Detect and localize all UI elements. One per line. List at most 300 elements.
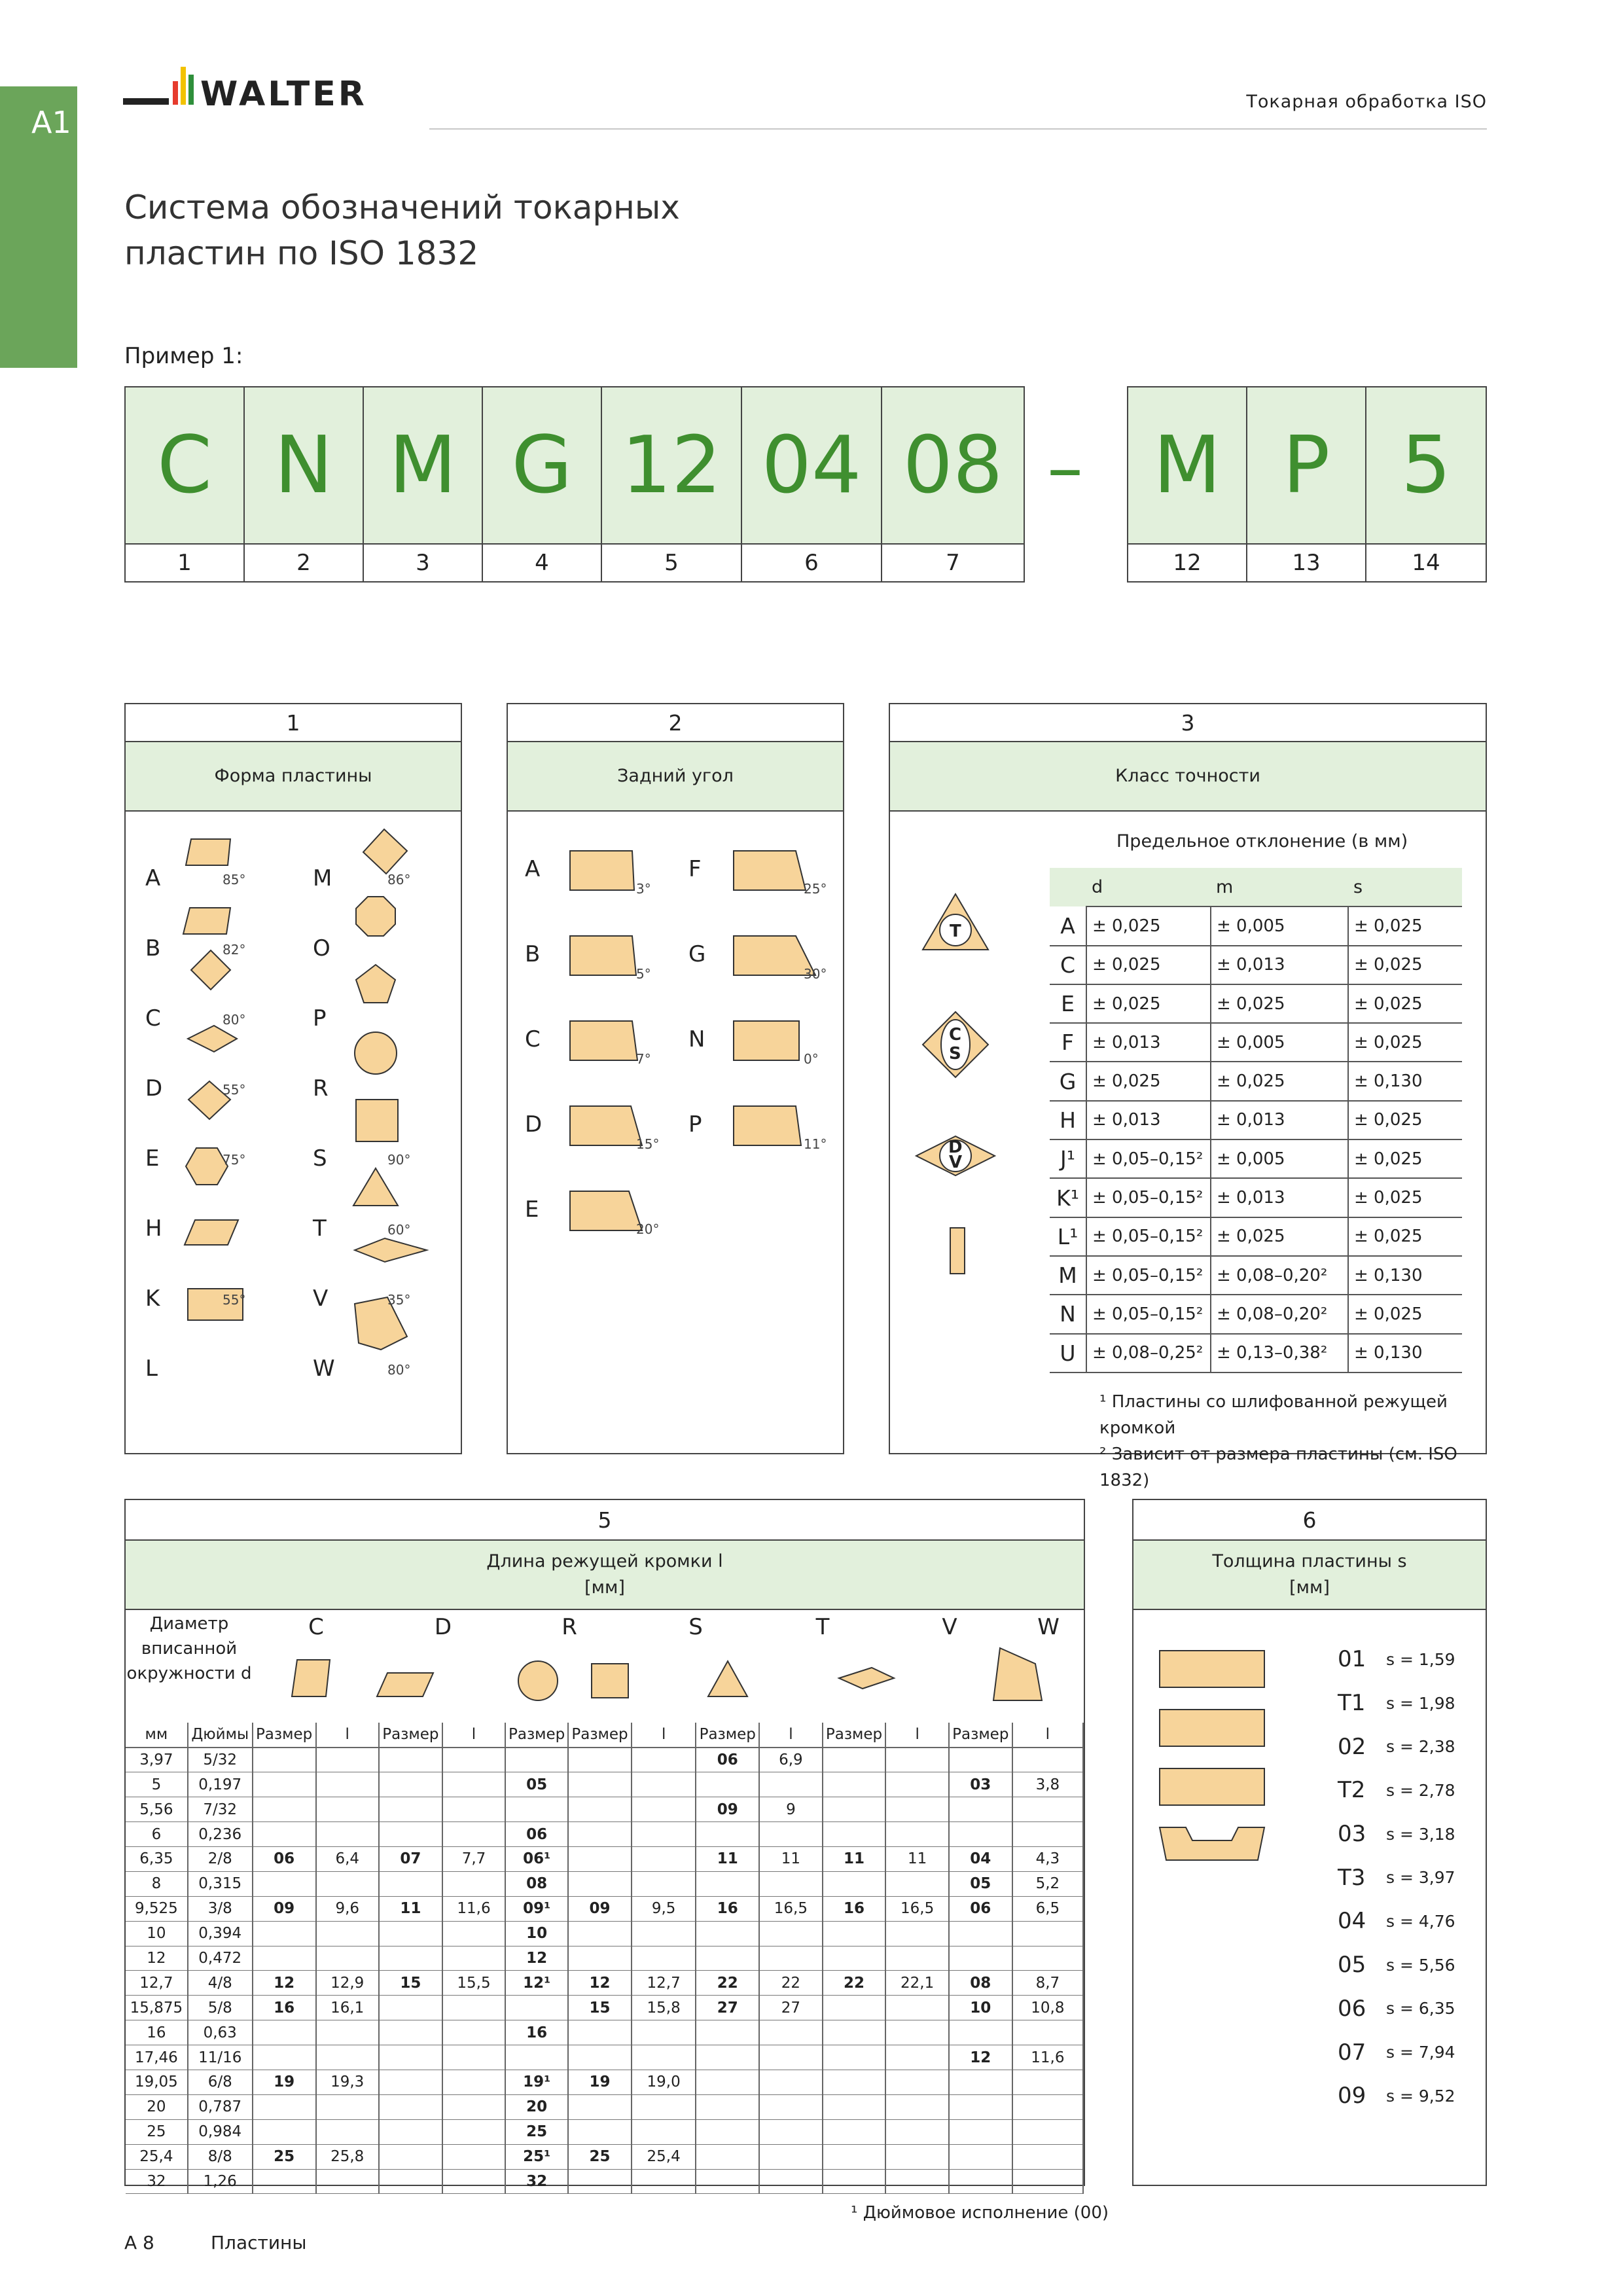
thickness-code: 07 <box>1338 2039 1366 2066</box>
edge-cell <box>823 1772 886 1797</box>
edge-cell: 0,472 <box>188 1946 253 1971</box>
edge-cell <box>885 2169 948 2194</box>
edge-cell <box>885 1822 948 1847</box>
code-cell: 12 5 <box>602 387 742 581</box>
edge-cell: 12 <box>253 1971 316 1996</box>
edge-cell <box>759 2070 822 2094</box>
edge-cell <box>505 1996 568 2020</box>
edge-cell: 11 <box>823 1846 886 1871</box>
shape-letter: A <box>145 865 161 891</box>
edge-cell: 10 <box>949 1996 1012 2020</box>
footer-section: Пластины <box>211 2232 307 2253</box>
thickness-value: s = 4,76 <box>1386 1911 1455 1931</box>
edge-cell <box>696 2070 759 2094</box>
tolerance-diagrams <box>890 822 1047 1280</box>
tolerance-row <box>1050 906 1462 945</box>
edge-cell <box>379 2144 442 2169</box>
thickness-value: s = 5,56 <box>1386 1955 1455 1975</box>
edge-cell <box>949 2169 1012 2194</box>
code-cell: G 4 <box>483 387 602 581</box>
edge-cell <box>442 2094 505 2119</box>
shape-v <box>355 1238 427 1262</box>
edge-cell: 6 <box>126 1822 188 1847</box>
tolerance-cell: ± 0,025 <box>1348 906 1462 945</box>
edge-cell: 06¹ <box>505 1846 568 1871</box>
edge-cell: 12,7 <box>126 1971 188 1996</box>
edge-row <box>126 1748 1083 1772</box>
edge-cell <box>316 2094 379 2119</box>
edge-cell: 6,35 <box>126 1846 188 1871</box>
tolerance-cell: ± 0,05–0,15² <box>1086 1178 1211 1217</box>
edge-cell <box>823 1921 886 1946</box>
edge-cell: 16,1 <box>316 1996 379 2020</box>
example-label: Пример 1: <box>124 343 243 369</box>
shape-letter: S <box>313 1145 327 1172</box>
edge-row <box>126 2045 1083 2070</box>
shape-letter: D <box>145 1075 163 1102</box>
edge-cell: 09 <box>253 1896 316 1921</box>
edge-cell: 1,26 <box>188 2169 253 2194</box>
edge-cell: 6,9 <box>759 1748 822 1772</box>
clearance-letter: C <box>525 1026 541 1052</box>
edge-cell <box>442 1921 505 1946</box>
edge-row <box>126 1822 1083 1847</box>
shape-header: T <box>815 1614 830 1640</box>
edge-cell <box>568 2119 632 2144</box>
edge-cell <box>632 2045 696 2070</box>
shape-p <box>356 965 395 1003</box>
clearance-angle: 30° <box>804 966 827 982</box>
edge-cell <box>632 1772 696 1797</box>
shape-letter: V <box>313 1285 329 1312</box>
edge-cell: 11 <box>885 1846 948 1871</box>
thickness-row <box>1338 1987 1455 2031</box>
edge-cell <box>885 2020 948 2045</box>
edge-cell <box>442 1797 505 1822</box>
edge-cell: 12 <box>505 1946 568 1971</box>
subheader-cell: l <box>316 1723 379 1748</box>
tolerance-cell: ± 0,025 <box>1086 1062 1211 1100</box>
edge-cell <box>949 2070 1012 2094</box>
clearance-angle: 15° <box>636 1136 660 1152</box>
edge-cell: 5/32 <box>188 1748 253 1772</box>
edge-cell <box>442 2119 505 2144</box>
tolerance-cell: L¹ <box>1050 1217 1086 1256</box>
edge-cell <box>379 2045 442 2070</box>
edge-cell: 25 <box>253 2144 316 2169</box>
shape-icon-v <box>839 1668 894 1689</box>
clearance-letter: G <box>688 941 706 967</box>
edge-cell <box>632 1822 696 1847</box>
edge-cell <box>885 1772 948 1797</box>
thickness-code: 04 <box>1338 1908 1366 1935</box>
tolerance-cell: ± 0,05–0,15² <box>1086 1256 1211 1295</box>
thickness-value: s = 9,52 <box>1386 2086 1455 2106</box>
tolerance-cell: ± 0,013 <box>1086 1023 1211 1062</box>
shape-letter: C <box>145 1005 161 1031</box>
thickness-value: s = 6,35 <box>1386 1999 1455 2018</box>
edge-row <box>126 1896 1083 1921</box>
edge-cell: 15 <box>379 1971 442 1996</box>
edge-cell: 15,875 <box>126 1996 188 2020</box>
tolerance-cell: F <box>1050 1023 1086 1062</box>
edge-cell <box>759 1946 822 1971</box>
subheader-cell: l <box>759 1723 822 1748</box>
edge-cell: 11 <box>759 1846 822 1871</box>
shape-angle: 90° <box>387 1152 411 1168</box>
tolerance-cell: ± 0,025 <box>1086 906 1211 945</box>
shape-letter: B <box>145 935 161 961</box>
tolerance-row <box>1050 1139 1462 1178</box>
edge-cell: 32 <box>505 2169 568 2194</box>
edge-cell <box>442 1871 505 1896</box>
edge-cell <box>759 1772 822 1797</box>
edge-cell <box>885 1797 948 1822</box>
section-tab: A1 <box>0 86 77 368</box>
edge-cell: 3,97 <box>126 1748 188 1772</box>
thickness-row <box>1338 1899 1455 1943</box>
edge-cell <box>442 1946 505 1971</box>
svg-text:C: C <box>949 1025 962 1045</box>
clearance-letter: B <box>525 941 541 967</box>
edge-cell: 11,6 <box>442 1896 505 1921</box>
edge-row <box>126 1871 1083 1896</box>
edge-cell: 05 <box>505 1772 568 1797</box>
edge-cell <box>885 1871 948 1896</box>
shape-diagrams <box>126 813 461 1454</box>
edge-cell <box>253 1822 316 1847</box>
edge-cell: 4,3 <box>1012 1846 1083 1871</box>
edge-cell <box>696 2094 759 2119</box>
edge-cell <box>442 1822 505 1847</box>
edge-cell: 5/8 <box>188 1996 253 2020</box>
tolerance-cell: K¹ <box>1050 1178 1086 1217</box>
edge-cell <box>632 1921 696 1946</box>
edge-cell <box>823 1748 886 1772</box>
thickness-value: s = 2,38 <box>1386 1737 1455 1757</box>
edge-cell <box>823 2094 886 2119</box>
edge-cell <box>823 1871 886 1896</box>
edge-cell <box>253 2119 316 2144</box>
edge-cell <box>253 2169 316 2194</box>
edge-cell: 15 <box>568 1996 632 2020</box>
edge-cell <box>823 2169 886 2194</box>
panel-clearance: 2 Задний угол A 3° B 5° C 7° D 15° E 20° F 25° G 30° N 0° P 11° <box>507 703 844 1454</box>
edge-cell: 05 <box>949 1871 1012 1896</box>
edge-row <box>126 1846 1083 1871</box>
edge-cell: 5 <box>126 1772 188 1797</box>
edge-cell <box>949 1748 1012 1772</box>
edge-cell <box>759 2094 822 2119</box>
thickness-value: s = 3,97 <box>1386 1868 1455 1888</box>
edge-cell <box>379 2169 442 2194</box>
tolerance-cell: N <box>1050 1295 1086 1333</box>
edge-cell <box>823 1822 886 1847</box>
thickness-row <box>1338 1943 1455 1987</box>
edge-cell: 9,525 <box>126 1896 188 1921</box>
clearance-letter: D <box>525 1111 543 1138</box>
edge-cell <box>1012 1921 1083 1946</box>
edge-cell: 16,5 <box>885 1896 948 1921</box>
thickness-row <box>1338 1681 1455 1725</box>
clearance-diagrams <box>508 813 843 1454</box>
tolerance-cell: ± 0,025 <box>1211 1217 1348 1256</box>
thickness-row <box>1338 1725 1455 1768</box>
edge-cell: 0,197 <box>188 1772 253 1797</box>
tolerance-cell: ± 0,025 <box>1348 1178 1462 1217</box>
edge-cell: 5,56 <box>126 1797 188 1822</box>
thickness-value: s = 2,78 <box>1386 1780 1455 1800</box>
edge-cell: 2/8 <box>188 1846 253 1871</box>
edge-cell <box>442 1772 505 1797</box>
edge-cell: 25 <box>126 2119 188 2144</box>
edge-cell <box>568 1797 632 1822</box>
edge-cell <box>823 1996 886 2020</box>
edge-cell: 25¹ <box>505 2144 568 2169</box>
thickness-row <box>1338 1768 1455 1812</box>
edge-cell <box>316 2169 379 2194</box>
thickness-code: 01 <box>1338 1646 1366 1673</box>
clearance-letter: N <box>688 1026 705 1052</box>
edge-cell: 9 <box>759 1797 822 1822</box>
edge-row <box>126 2169 1083 2194</box>
edge-row <box>126 1971 1083 1996</box>
edge-row <box>126 2020 1083 2045</box>
subheader-cell: Размер <box>505 1723 568 1748</box>
subheader-cell: l <box>632 1723 696 1748</box>
code-cell: N 2 <box>245 387 364 581</box>
edge-cell: 19¹ <box>505 2070 568 2094</box>
edge-cell <box>379 2094 442 2119</box>
code-box-main <box>124 386 1025 583</box>
tolerance-cell: ± 0,013 <box>1086 1101 1211 1139</box>
clearance-letter: F <box>688 856 702 882</box>
edge-row <box>126 1946 1083 1971</box>
edge-cell <box>696 1822 759 1847</box>
edge-row <box>126 2070 1083 2094</box>
tolerance-row <box>1050 1334 1462 1372</box>
shape-m <box>363 829 407 874</box>
edge-cell: 10 <box>505 1921 568 1946</box>
shape-icon-t <box>708 1661 747 1696</box>
edge-cell <box>1012 1748 1083 1772</box>
edge-cell <box>568 1772 632 1797</box>
subheader-cell: l <box>442 1723 505 1748</box>
edge-cell: 0,787 <box>188 2094 253 2119</box>
shape-header: V <box>942 1614 957 1640</box>
edge-cell <box>568 1871 632 1896</box>
tolerance-cell: ± 0,013 <box>1211 1101 1348 1139</box>
panel-thickness: 6 Толщина пластины s [мм] 01 s = 1,59 T1 s = 1,98 02 s = 2,38 T2 s = 2,78 03 s = 3,18 T3 s = 3,97 04 s = 4,76 05 s = 5,56 06 s = 6,35 07 s = 7,94 09 s = 9,52 <box>1132 1499 1487 2186</box>
tolerance-cell: ± 0,025 <box>1211 1062 1348 1100</box>
tolerance-row <box>1050 1023 1462 1062</box>
tolerance-cell: C <box>1050 946 1086 984</box>
edge-cell: 32 <box>126 2169 188 2194</box>
shape-letter: T <box>313 1215 327 1242</box>
edge-cell: 12 <box>126 1946 188 1971</box>
edge-cell: 12,7 <box>632 1971 696 1996</box>
tolerance-subtitle: Предельное отклонение (в мм) <box>1116 831 1408 852</box>
edge-cell: 06 <box>505 1822 568 1847</box>
tolerance-cell: ± 0,025 <box>1348 1139 1462 1178</box>
edge-cell <box>316 2020 379 2045</box>
edge-cell <box>316 1822 379 1847</box>
edge-cell <box>442 2070 505 2094</box>
edge-cell <box>253 2045 316 2070</box>
edge-cell <box>568 2020 632 2045</box>
edge-cell: 04 <box>949 1846 1012 1871</box>
edge-cell <box>1012 1797 1083 1822</box>
edge-cell: 03 <box>949 1772 1012 1797</box>
tolerance-cell: ± 0,005 <box>1211 1023 1348 1062</box>
subheader-cell: Размер <box>253 1723 316 1748</box>
subheader-cell: мм <box>126 1723 188 1748</box>
tolerance-cell: G <box>1050 1062 1086 1100</box>
tolerance-cell: ± 0,05–0,15² <box>1086 1295 1211 1333</box>
edge-cell <box>823 2144 886 2169</box>
edge-cell: 19,05 <box>126 2070 188 2094</box>
thickness-code: 03 <box>1338 1821 1366 1848</box>
tolerance-cell: ± 0,130 <box>1348 1256 1462 1295</box>
edge-cell <box>885 1996 948 2020</box>
edge-cell: 06 <box>253 1846 316 1871</box>
edge-cell: 25,4 <box>126 2144 188 2169</box>
shape-angle: 55° <box>223 1082 246 1098</box>
edge-cell <box>885 2094 948 2119</box>
shape-letter: W <box>313 1355 335 1382</box>
shape-letter: O <box>313 935 330 961</box>
thickness-code: 06 <box>1338 1995 1366 2022</box>
edge-cell: 22 <box>696 1971 759 1996</box>
tolerance-cell: ± 0,025 <box>1348 1101 1462 1139</box>
tolerance-cell: ± 0,005 <box>1211 906 1348 945</box>
shape-angle: 75° <box>223 1152 246 1168</box>
edge-cell: 17,46 <box>126 2045 188 2070</box>
edge-cell: 19 <box>253 2070 316 2094</box>
logo-text: WALTER <box>200 75 367 114</box>
edge-row <box>126 1996 1083 2020</box>
footer-page: A 8 <box>124 2232 154 2253</box>
edge-row <box>126 1797 1083 1822</box>
tolerance-cell: ± 0,05–0,15² <box>1086 1139 1211 1178</box>
edge-cell <box>442 2045 505 2070</box>
edge-cell <box>632 1946 696 1971</box>
shape-angle: 60° <box>387 1222 411 1238</box>
edge-cell: 9,6 <box>316 1896 379 1921</box>
shape-t <box>353 1168 398 1206</box>
tolerance-cell: ± 0,025 <box>1348 984 1462 1023</box>
edge-cell <box>632 2094 696 2119</box>
edge-cell: 20 <box>126 2094 188 2119</box>
edge-cell <box>632 2020 696 2045</box>
thickness-list <box>1338 1638 1455 2118</box>
edge-cell: 6/8 <box>188 2070 253 2094</box>
edge-cell <box>632 2169 696 2194</box>
edge-cell <box>442 2020 505 2045</box>
edge-cell <box>949 1797 1012 1822</box>
edge-cell <box>696 2119 759 2144</box>
edge-cell <box>696 1871 759 1896</box>
edge-cell: 7/32 <box>188 1797 253 1822</box>
edge-row <box>126 2119 1083 2144</box>
edge-cell: 25 <box>505 2119 568 2144</box>
edge-cell <box>568 2045 632 2070</box>
tolerance-cell: ± 0,025 <box>1348 1023 1462 1062</box>
edge-cell: 16,5 <box>759 1896 822 1921</box>
edge-cell: 16 <box>696 1896 759 1921</box>
edge-cell <box>316 2119 379 2144</box>
edge-cell: 0,984 <box>188 2119 253 2144</box>
edge-cell: 16 <box>505 2020 568 2045</box>
edge-cell <box>253 2020 316 2045</box>
svg-text:V: V <box>949 1153 963 1172</box>
edge-cell: 11/16 <box>188 2045 253 2070</box>
edge-cell: 22 <box>759 1971 822 1996</box>
shape-h <box>186 1148 228 1185</box>
edge-cell <box>632 2119 696 2144</box>
thickness-value: s = 7,94 <box>1386 2043 1455 2062</box>
edge-cell <box>316 1871 379 1896</box>
shape-icon-d <box>377 1673 433 1696</box>
edge-cell: 09 <box>568 1896 632 1921</box>
edge-cell <box>568 1822 632 1847</box>
edge-cell <box>885 2045 948 2070</box>
tolerance-notes: ¹ Пластины со шлифованной режущей кромкой ² Зависит от размера пластины (см. ISO 1832) <box>1099 1392 1457 1490</box>
edge-cell <box>253 1871 316 1896</box>
edge-cell <box>696 2045 759 2070</box>
edge-cell <box>316 1921 379 1946</box>
edge-cell <box>949 1946 1012 1971</box>
tolerance-cell: ± 0,08–0,20² <box>1211 1295 1348 1333</box>
edge-cell <box>253 1921 316 1946</box>
edge-cell <box>379 1797 442 1822</box>
shape-letter: L <box>145 1355 158 1382</box>
subheader-cell: Размер <box>696 1723 759 1748</box>
tolerance-row <box>1050 1295 1462 1333</box>
tolerance-cell: ± 0,13–0,38² <box>1211 1334 1348 1372</box>
thickness-code: T3 <box>1338 1864 1366 1891</box>
tolerance-cell: ± 0,025 <box>1086 984 1211 1023</box>
tolerance-cell: A <box>1050 906 1086 945</box>
shape-s <box>356 1100 398 1141</box>
shape-icon-w <box>993 1648 1042 1700</box>
thickness-code: 05 <box>1338 1952 1366 1979</box>
edge-cell <box>823 2045 886 2070</box>
shape-icon-r <box>518 1661 558 1700</box>
edge-cell: 0,394 <box>188 1921 253 1946</box>
edge-cell <box>949 2144 1012 2169</box>
thickness-code: T2 <box>1338 1777 1366 1804</box>
edge-cell <box>759 2119 822 2144</box>
tolerance-cell: ± 0,130 <box>1348 1062 1462 1100</box>
tolerance-cell: ± 0,025 <box>1348 1217 1462 1256</box>
thickness-value: s = 3,18 <box>1386 1824 1455 1844</box>
thickness-value: s = 1,98 <box>1386 1693 1455 1713</box>
edge-cell: 10,8 <box>1012 1996 1083 2020</box>
edge-cell: 7,7 <box>442 1846 505 1871</box>
subheader-cell: Размер <box>949 1723 1012 1748</box>
edge-cell <box>505 1797 568 1822</box>
tolerance-row <box>1050 1178 1462 1217</box>
edge-cell <box>316 2045 379 2070</box>
subheader-cell: l <box>885 1723 948 1748</box>
shape-letter: K <box>145 1285 160 1312</box>
shape-angle: 80° <box>223 1012 246 1028</box>
edge-cell <box>379 1772 442 1797</box>
tolerance-cell: ± 0,025 <box>1348 1295 1462 1333</box>
edge-cell <box>632 1871 696 1896</box>
edge-cell: 16 <box>823 1896 886 1921</box>
